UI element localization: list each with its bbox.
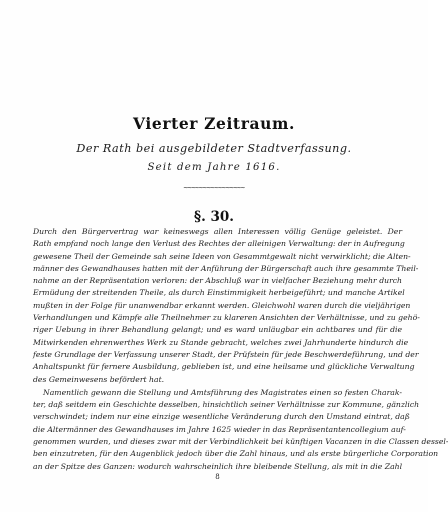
text-line: Rath empfand noch lange den Verlust des Rechtes der alleinigen Verwaltung: der in Aufregung — [33, 239, 405, 249]
text-line: riger Uebung in ihrer Behandlung gelangt; und es ward unläugbar ein achtbares und für die — [33, 325, 402, 335]
text-line: Verhandlungen und Kämpfe alle Theilnehmer zu klareren Ansichten der Verhältnisse, und zu gehö- — [33, 313, 420, 323]
text-line: Namentlich gewann die Stellung und Amtsführung des Magistrates einen so festen Charak- — [43, 387, 402, 397]
text-line: Ermüdung der streitenden Theile, als durch Einstimmigkeit herbeigeführt; und manche Artikel — [33, 288, 405, 298]
chapter-subtitle: Der Rath bei ausgebildeter Stadtverfassung. — [76, 142, 352, 155]
chapter-title: Vierter Zeitraum. — [133, 114, 295, 133]
chapter-dateline: Seit dem Jahre 1616. — [147, 162, 281, 173]
text-line: nahme an der Repräsentation verloren: der Abschluß war in vielfacher Beziehung mehr durch — [33, 276, 402, 286]
body-text — [33, 226, 448, 481]
section-number: §. 30. — [194, 209, 234, 225]
text-line: Anhaltspunkt für fernere Ausbildung, geblieben ist, und eine heilsame und glückliche Verwaltung — [33, 362, 415, 372]
text-line: an der Spitze des Ganzen: wodurch wahrscheinlich ihre bleibende Stellung, als mit in die Zahl — [33, 461, 403, 471]
text-line: feste Grundlage der Verfassung unserer Stadt, der Prüfstein für jede Beschwerdeführung, und der — [33, 349, 419, 359]
text-line: männer des Gewandhauses hatten mit der Anführung der Bürgerschaft auch ihre gesammte Theil- — [33, 263, 419, 273]
ornament-divider: ~~~~~~~~~~~~~~~~ — [183, 184, 245, 192]
text-line: genommen wurden, und dieses zwar mit der Verbindlichkeit bei künftigen Vacanzen in die Classen dessel- — [33, 437, 448, 447]
text-line: Durch den Bürgervertrag war keineswegs allen Interessen völlig Genüge geleistet. Der — [33, 227, 402, 236]
text-line: gewesene Theil der Gemeinde sah seine Ideen von Gesammtgewalt nicht verwirklicht; die Alten- — [33, 251, 411, 261]
page-mark: 8 — [215, 472, 220, 481]
text-line: ter, daß seitdem ein Geschichte desselben, hinsichtlich seiner Verhältnisse zur Kommune, gänzlich — [33, 400, 420, 410]
text-line: des Gemeinwesens befördert hat. — [33, 374, 165, 384]
text-line: Mitwirkenden ehrenwerthes Werk zu Stande gebracht, welches zwei Jahrhunderte hindurch die — [33, 337, 409, 347]
text-line: ben einzutreten, für den Augenblick jedoch über die Zahl hinaus, und als erste bürgerliche Corporation — [33, 449, 439, 459]
text-line: verschwindet; indem nur eine einzige wesentliche Veränderung durch den Umstand eintrat, daß — [33, 412, 410, 422]
text-line: mußten in der Folge für unanwendbar erkannt werden. Gleichwohl waren durch die vieljährigen — [33, 300, 411, 310]
text-line: die Altermänner des Gewandhauses im Jahre 1625 wieder in das Repräsentantencollegium auf- — [33, 424, 406, 434]
